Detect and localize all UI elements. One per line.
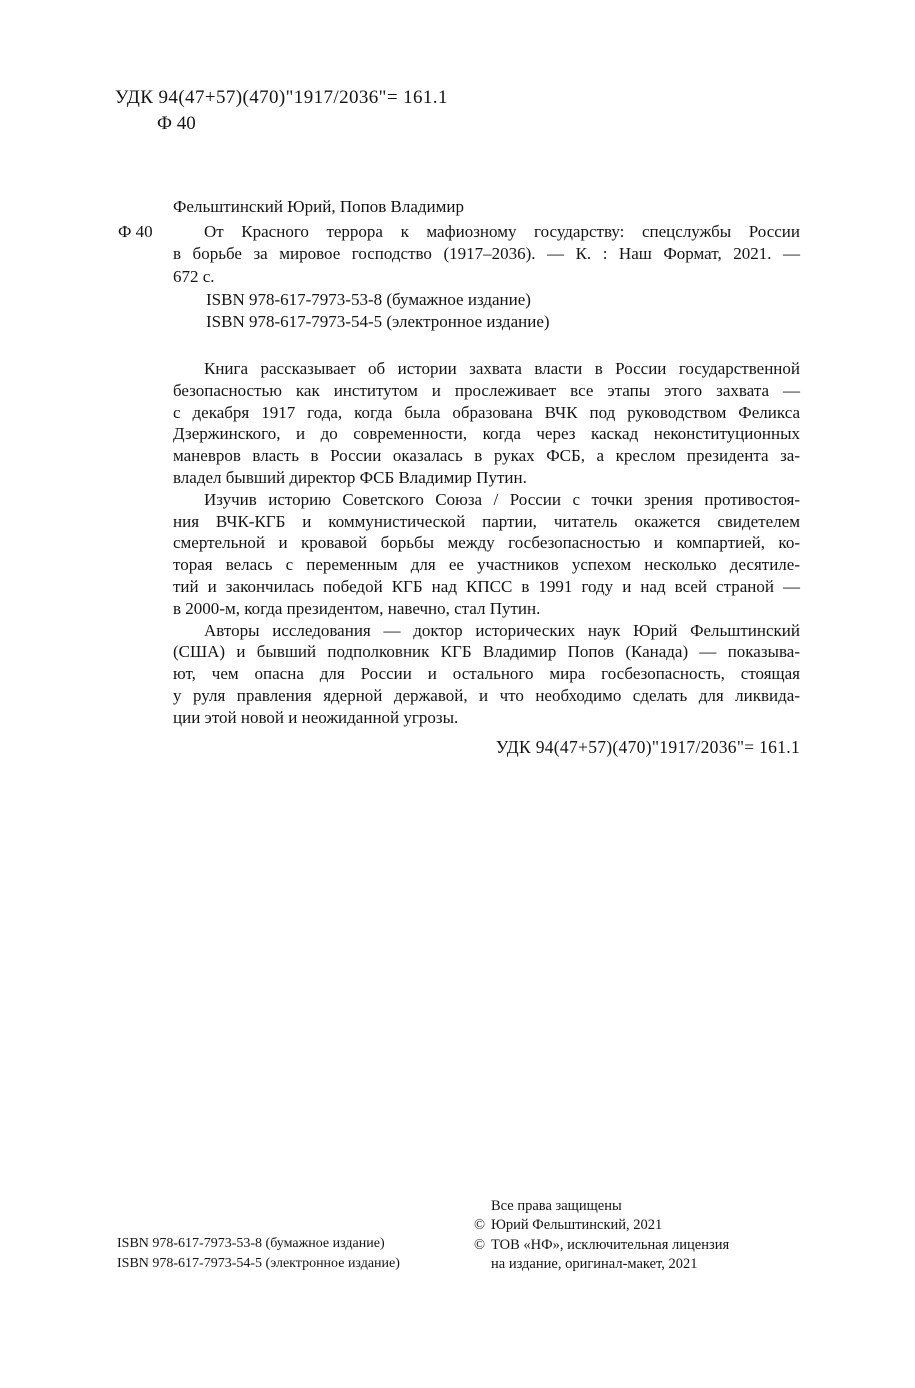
annotation-line: смертельной и кровавой борьбы между госбезопасностью и компартией, ко- — [173, 533, 800, 553]
catalogue-card — [118, 196, 800, 333]
annotation-line: тий и закончилась победой КГБ над КПСС в 1991 году и над всей страной — — [173, 576, 800, 596]
copyright-sign: © — [474, 1217, 486, 1234]
rights-reserved-text: Все права защищены — [491, 1198, 622, 1214]
annotation-line: ния ВЧК-КГБ и коммунистической партии, читатель окажется свидетелем — [173, 511, 800, 531]
udc-code-top: УДК 94(47+57)(470)"1917/2036"= 161.1 — [115, 87, 448, 108]
annotation-line: Изучив историю Советского Союза / России с точки зрения противостоя- — [204, 489, 800, 509]
annotation-line: с декабря 1917 года, когда была образована ВЧК под руководством Феликса — [173, 402, 800, 422]
copyright-sign-placeholder — [474, 1255, 491, 1274]
copyright-publisher-line — [474, 1236, 729, 1255]
copyright-sign-placeholder — [474, 1197, 491, 1216]
copyright-publisher-text: ТОВ «НФ», исключительная лицензия — [491, 1236, 730, 1253]
annotation-line: Авторы исследования — доктор исторических наук Юрий Фельштинский — [204, 620, 800, 640]
footer-isbn-print: ISBN 978-617-7973-53-8 (бумажное издание) — [117, 1236, 385, 1251]
author-sign-top: Ф 40 — [157, 113, 196, 134]
annotation-line: безопасностью как институтом и прослеживает все этапы этого захвата — — [173, 380, 800, 400]
footer-isbn-block — [117, 1234, 400, 1275]
annotation-line: (США) и бывший подполковник КГБ Владимир Попов (Канада) — показыва- — [173, 642, 800, 662]
biblio-line: От Красного террора к мафиозному государству: спецслужбы России — [204, 222, 800, 242]
annotation-line: торая велась с переменным для ее участников успехом несколько десятиле- — [173, 555, 800, 575]
isbn-print: ISBN 978-617-7973-53-8 (бумажное издание) — [206, 289, 531, 309]
copyright-publisher-text-2: на издание, оригинал-макет, 2021 — [491, 1256, 698, 1273]
annotation-line: маневров власть в России оказалась в руках ФСБ, а креслом президента за- — [173, 446, 800, 466]
annotation-paragraph-1 — [173, 358, 800, 489]
isbn-electronic: ISBN 978-617-7973-54-5 (электронное издание) — [206, 312, 550, 332]
annotation-line: у руля правления ядерной державой, и что необходимо сделать для ликвида- — [173, 685, 800, 705]
annotation-line: ции этой новой и неожиданной угрозы. — [173, 707, 459, 727]
copyright-author-line — [474, 1216, 729, 1235]
authors-line: Фельштинский Юрий, Попов Владимир — [173, 197, 464, 216]
copyright-block — [474, 1197, 729, 1275]
footer-isbn-electronic: ISBN 978-617-7973-54-5 (электронное издание) — [117, 1256, 400, 1272]
annotation-line: владел бывший директор ФСБ Владимир Путин. — [173, 467, 527, 487]
copyright-author-text: Юрий Фельштинский, 2021 — [491, 1217, 663, 1234]
annotation-paragraph-3 — [173, 620, 800, 729]
isbn-block — [206, 289, 800, 333]
biblio-line: в борьбе за мировое господство (1917–2036). — К. : Наш Формат, 2021. — — [173, 244, 800, 264]
annotation-line: Дзержинского, и до современности, когда через каскад неконституционных — [173, 424, 800, 444]
author-sign: Ф 40 — [118, 222, 153, 242]
copyright-sign: © — [474, 1236, 486, 1253]
udc-code-bottom: УДК 94(47+57)(470)"1917/2036"= 161.1 — [495, 737, 800, 757]
biblio-line: 672 с. — [173, 266, 215, 286]
annotation-paragraph-2 — [173, 489, 800, 620]
bibliographic-description — [118, 221, 800, 288]
annotation-line: ют, чем опасна для России и остального мира госбезопасность, стоящая — [173, 664, 800, 684]
rights-reserved-line — [474, 1197, 729, 1216]
annotation-line: Книга рассказывает об истории захвата власти в России государственной — [204, 359, 800, 378]
annotation — [173, 358, 800, 729]
annotation-line: в 2000-м, когда президентом, навечно, стал Путин. — [173, 598, 541, 618]
copyright-publisher-line-2 — [474, 1255, 729, 1274]
